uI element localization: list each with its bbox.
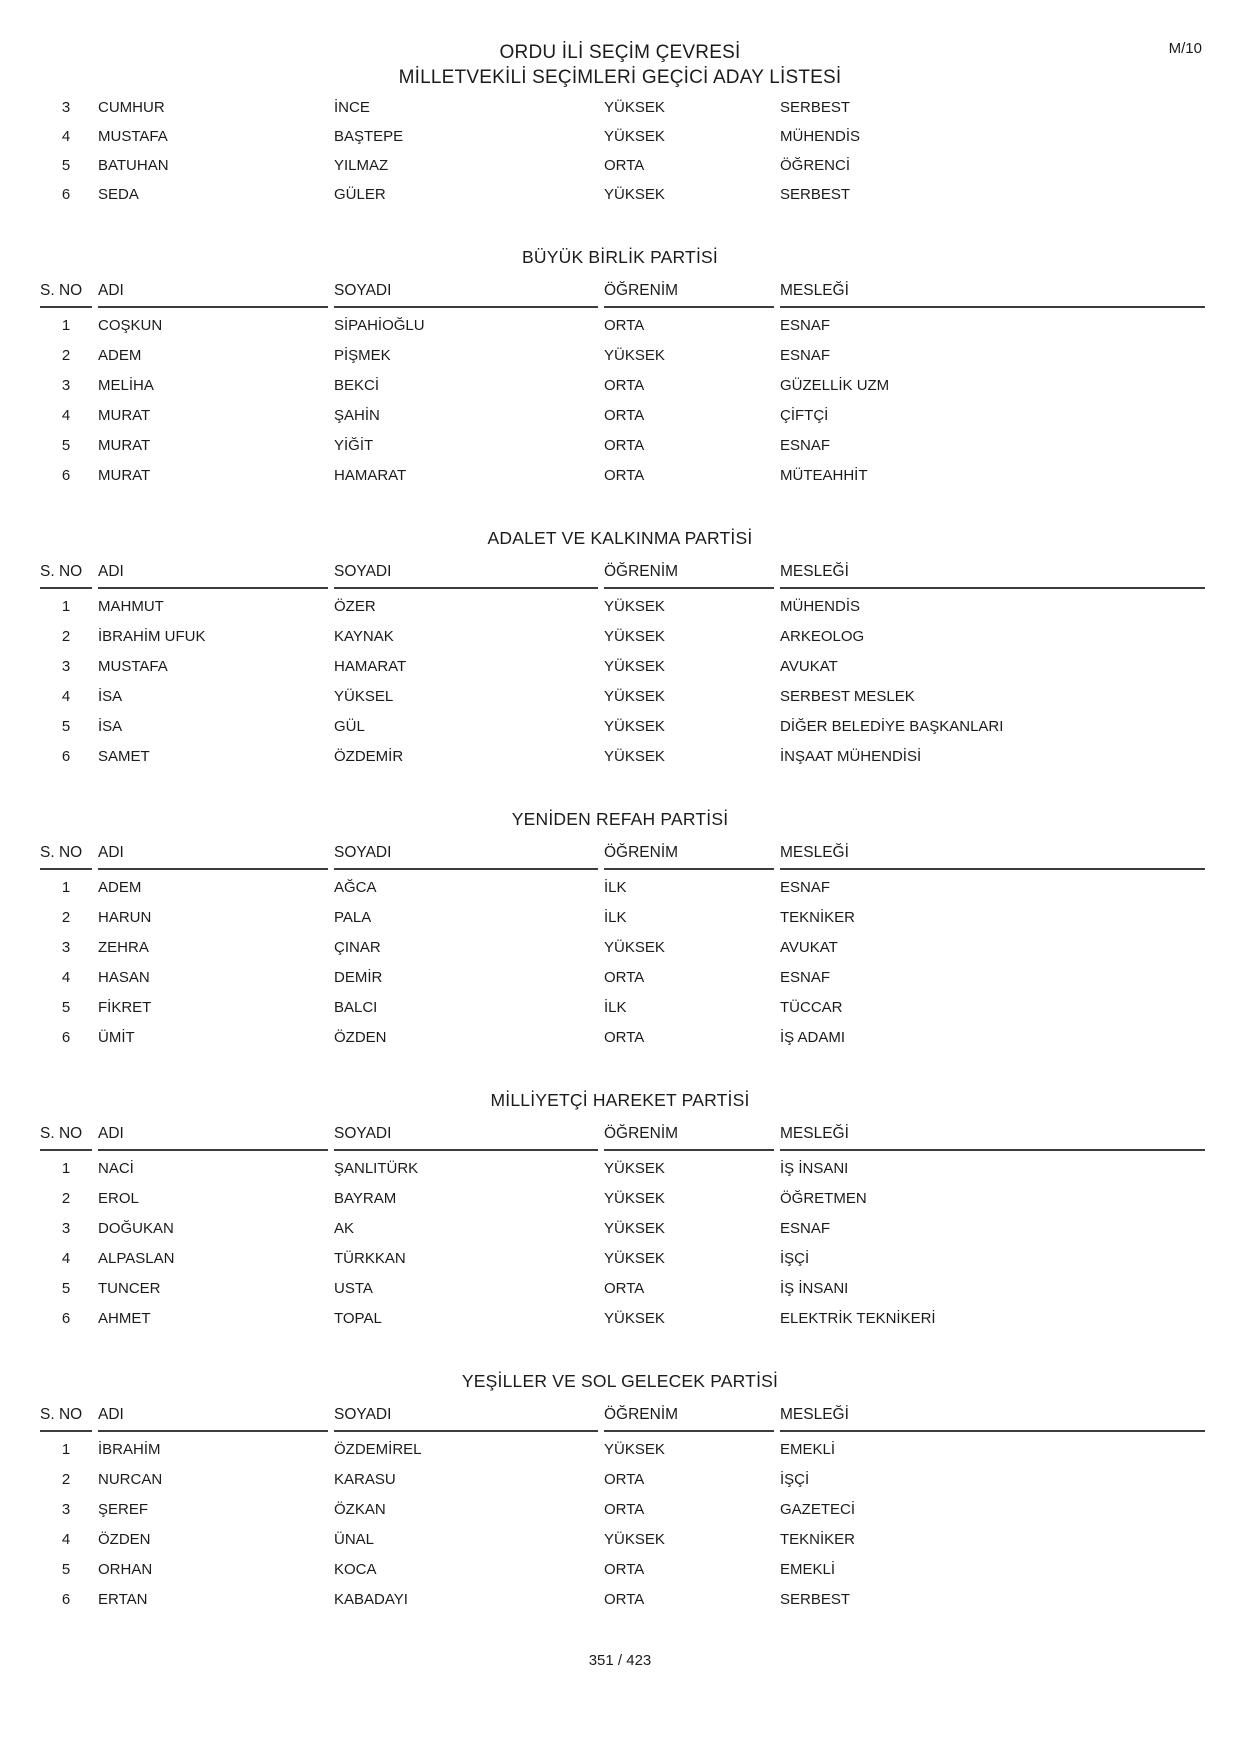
column-header-adi: ADI	[98, 282, 328, 308]
cell-adi: SEDA	[98, 186, 139, 203]
cell-meslegi: GÜZELLİK UZM	[780, 376, 890, 394]
cell-adi: MAHMUT	[98, 597, 164, 615]
cell-no: 1	[61, 597, 71, 615]
column-header-sno: S. NO	[40, 844, 92, 870]
cell-adi: MURAT	[98, 406, 151, 424]
table-header-row	[0, 282, 1240, 308]
cell-meslegi: ESNAF	[780, 968, 831, 986]
cell-adi: MELİHA	[98, 376, 154, 394]
column-header-ogrenim: ÖĞRENİM	[604, 563, 774, 589]
column-header-sno: S. NO	[40, 563, 92, 589]
cell-adi: ALPASLAN	[98, 1249, 175, 1267]
cell-adi: İSA	[98, 717, 123, 735]
cell-adi: İBRAHİM	[98, 1440, 161, 1458]
cell-meslegi: İŞ İNSANI	[780, 1159, 849, 1177]
cell-meslegi: İNŞAAT MÜHENDİSİ	[780, 747, 922, 765]
cell-adi: ŞEREF	[98, 1500, 149, 1518]
cell-no: 1	[61, 1159, 71, 1177]
cell-no: 6	[61, 1590, 71, 1608]
candidate-rows	[0, 1153, 1240, 1333]
table-header-row	[0, 844, 1240, 870]
column-header-soyadi: SOYADI	[334, 844, 598, 870]
cell-ogrenim: YÜKSEK	[604, 687, 665, 705]
document-title	[0, 40, 1240, 90]
cell-adi: FİKRET	[98, 998, 152, 1016]
cell-ogrenim: ORTA	[604, 968, 645, 986]
table-header-row	[0, 1406, 1240, 1432]
candidate-row	[0, 1213, 1240, 1243]
cell-ogrenim: İLK	[604, 998, 627, 1016]
cell-soyadi: ÖZDEMİR	[334, 747, 404, 765]
cell-meslegi: TÜCCAR	[780, 998, 843, 1016]
column-header-sno: S. NO	[40, 282, 92, 308]
column-header-soyadi: SOYADI	[334, 563, 598, 589]
candidate-row	[0, 1273, 1240, 1303]
cell-soyadi: ŞAHİN	[334, 406, 380, 424]
cell-ogrenim: ORTA	[604, 1279, 645, 1297]
cell-adi: ZEHRA	[98, 938, 149, 956]
candidate-row	[0, 1464, 1240, 1494]
cell-soyadi: YÜKSEL	[334, 687, 394, 705]
candidate-rows	[0, 591, 1240, 771]
cell-meslegi: ELEKTRİK TEKNİKERİ	[780, 1309, 936, 1327]
cell-meslegi: AVUKAT	[780, 657, 838, 675]
cell-no: 6	[61, 747, 71, 765]
cell-soyadi: KAYNAK	[334, 627, 394, 645]
cell-adi: ÜMİT	[98, 1028, 135, 1046]
column-header-soyadi: SOYADI	[334, 282, 598, 308]
cell-meslegi: MÜHENDİS	[780, 597, 861, 615]
candidate-row	[0, 902, 1240, 932]
table-header-row	[0, 563, 1240, 589]
cell-meslegi: TEKNİKER	[780, 908, 856, 926]
party-section	[0, 1371, 1240, 1614]
cell-soyadi: GÜLER	[334, 186, 386, 203]
cell-ogrenim: ORTA	[604, 1028, 645, 1046]
cell-ogrenim: ORTA	[604, 1470, 645, 1488]
candidate-row	[0, 711, 1240, 741]
cell-no: 4	[61, 406, 71, 424]
candidate-row	[0, 151, 1240, 180]
cell-soyadi: BAŞTEPE	[334, 128, 404, 145]
cell-ogrenim: ORTA	[604, 316, 645, 334]
candidate-row	[0, 741, 1240, 771]
cell-no: 5	[61, 717, 71, 735]
cell-ogrenim: ORTA	[604, 157, 645, 174]
cell-meslegi: ESNAF	[780, 878, 831, 896]
cell-ogrenim: YÜKSEK	[604, 346, 665, 364]
cell-adi: BATUHAN	[98, 157, 169, 174]
cell-adi: EROL	[98, 1189, 139, 1207]
cell-ogrenim: ORTA	[604, 466, 645, 484]
cell-soyadi: ŞANLITÜRK	[334, 1159, 419, 1177]
candidate-row	[0, 1303, 1240, 1333]
cell-meslegi: İŞÇİ	[780, 1249, 810, 1267]
cell-meslegi: SERBEST	[780, 1590, 851, 1608]
cell-adi: İSA	[98, 687, 123, 705]
cell-soyadi: HAMARAT	[334, 657, 407, 675]
column-header-sno: S. NO	[40, 1125, 92, 1151]
candidate-row	[0, 1494, 1240, 1524]
cell-soyadi: BEKCİ	[334, 376, 380, 394]
cell-ogrenim: ORTA	[604, 436, 645, 454]
cell-soyadi: DEMİR	[334, 968, 383, 986]
candidate-rows	[0, 872, 1240, 1052]
cell-adi: ADEM	[98, 346, 142, 364]
column-header-meslegi: MESLEĞİ	[780, 1406, 1205, 1432]
cell-no: 6	[61, 1028, 71, 1046]
cell-meslegi: SERBEST MESLEK	[780, 687, 915, 705]
column-header-ogrenim: ÖĞRENİM	[604, 1125, 774, 1151]
party-sections	[0, 247, 1240, 1614]
candidate-row	[0, 1524, 1240, 1554]
candidate-row	[0, 1022, 1240, 1052]
candidate-row	[0, 651, 1240, 681]
cell-ogrenim: YÜKSEK	[604, 597, 665, 615]
cell-adi: TUNCER	[98, 1279, 161, 1297]
cell-soyadi: İNCE	[334, 99, 370, 116]
cell-meslegi: MÜTEAHHİT	[780, 466, 868, 484]
cell-meslegi: DİĞER BELEDİYE BAŞKANLARI	[780, 717, 1004, 735]
candidate-row	[0, 932, 1240, 962]
cell-meslegi: İŞÇİ	[780, 1470, 810, 1488]
column-header-adi: ADI	[98, 844, 328, 870]
cell-no: 6	[61, 466, 71, 484]
candidate-row	[0, 1153, 1240, 1183]
cell-soyadi: AĞCA	[334, 878, 377, 896]
cell-soyadi: PALA	[334, 908, 372, 926]
cell-soyadi: HAMARAT	[334, 466, 407, 484]
cell-adi: MUSTAFA	[98, 128, 168, 145]
party-title: MİLLİYETÇİ HAREKET PARTİSİ	[490, 1090, 750, 1110]
cell-meslegi: ÖĞRETMEN	[780, 1189, 867, 1207]
document-title-line2: MİLLETVEKİLİ SEÇİMLERİ GEÇİCİ ADAY LİSTESİ	[398, 67, 842, 88]
candidate-row	[0, 872, 1240, 902]
candidate-row	[0, 310, 1240, 340]
party-section	[0, 809, 1240, 1052]
cell-ogrenim: YÜKSEK	[604, 657, 665, 675]
column-header-adi: ADI	[98, 1406, 328, 1432]
cell-soyadi: KABADAYI	[334, 1590, 408, 1608]
page-marker: M/10	[1168, 40, 1202, 57]
party-title: ADALET VE KALKINMA PARTİSİ	[487, 528, 753, 548]
cell-soyadi: BALCI	[334, 998, 378, 1016]
candidate-row	[0, 962, 1240, 992]
cell-adi: NACİ	[98, 1159, 134, 1177]
candidate-row	[0, 340, 1240, 370]
cell-meslegi: EMEKLİ	[780, 1560, 836, 1578]
column-header-soyadi: SOYADI	[334, 1406, 598, 1432]
cell-ogrenim: YÜKSEK	[604, 1309, 665, 1327]
cell-meslegi: ESNAF	[780, 346, 831, 364]
cell-no: 4	[61, 1249, 71, 1267]
cell-ogrenim: YÜKSEK	[604, 1159, 665, 1177]
column-header-sno: S. NO	[40, 1406, 92, 1432]
cell-no: 5	[61, 157, 71, 174]
party-title: BÜYÜK BİRLİK PARTİSİ	[522, 247, 718, 267]
cell-ogrenim: ORTA	[604, 1500, 645, 1518]
cell-adi: HASAN	[98, 968, 150, 986]
cell-ogrenim: ORTA	[604, 1590, 645, 1608]
cell-ogrenim: ORTA	[604, 406, 645, 424]
party-section	[0, 1090, 1240, 1333]
cell-no: 4	[61, 1530, 71, 1548]
cell-meslegi: ÖĞRENCİ	[780, 157, 851, 174]
cell-adi: İBRAHİM UFUK	[98, 627, 206, 645]
cell-ogrenim: YÜKSEK	[604, 128, 665, 145]
cell-soyadi: KARASU	[334, 1470, 396, 1488]
cell-no: 2	[61, 346, 71, 364]
cell-soyadi: BAYRAM	[334, 1189, 397, 1207]
cell-no: 3	[61, 938, 71, 956]
column-header-ogrenim: ÖĞRENİM	[604, 844, 774, 870]
cell-meslegi: AVUKAT	[780, 938, 838, 956]
cell-soyadi: AK	[334, 1219, 355, 1237]
cell-no: 2	[61, 1189, 71, 1207]
cell-adi: ÖZDEN	[98, 1530, 151, 1548]
cell-no: 3	[61, 1500, 71, 1518]
cell-no: 5	[61, 1279, 71, 1297]
candidate-row	[0, 460, 1240, 490]
cell-adi: MUSTAFA	[98, 657, 168, 675]
cell-adi: HARUN	[98, 908, 152, 926]
cell-soyadi: YILMAZ	[334, 157, 389, 174]
cell-ogrenim: YÜKSEK	[604, 1189, 665, 1207]
candidate-row	[0, 93, 1240, 122]
cell-no: 4	[61, 128, 71, 145]
cell-no: 5	[61, 998, 71, 1016]
cell-adi: AHMET	[98, 1309, 151, 1327]
cell-soyadi: ÖZDEMİREL	[334, 1440, 422, 1458]
candidate-row	[0, 621, 1240, 651]
candidate-row	[0, 1584, 1240, 1614]
candidate-row	[0, 1243, 1240, 1273]
table-header-row	[0, 1125, 1240, 1151]
cell-no: 3	[61, 99, 71, 116]
cell-ogrenim: YÜKSEK	[604, 1249, 665, 1267]
cell-ogrenim: YÜKSEK	[604, 938, 665, 956]
cell-no: 3	[61, 1219, 71, 1237]
candidate-row	[0, 180, 1240, 209]
party-title: YEŞİLLER VE SOL GELECEK PARTİSİ	[461, 1371, 779, 1391]
cell-no: 1	[61, 316, 71, 334]
cell-no: 6	[61, 186, 71, 203]
cell-soyadi: SİPAHİOĞLU	[334, 316, 425, 334]
cell-soyadi: TÜRKKAN	[334, 1249, 406, 1267]
cell-meslegi: ÇİFTÇİ	[780, 406, 829, 424]
cell-ogrenim: YÜKSEK	[604, 1530, 665, 1548]
cell-meslegi: ESNAF	[780, 436, 831, 454]
cell-soyadi: PİŞMEK	[334, 346, 391, 364]
candidate-rows	[0, 1434, 1240, 1614]
cell-no: 2	[61, 627, 71, 645]
cell-no: 4	[61, 687, 71, 705]
cell-adi: COŞKUN	[98, 316, 163, 334]
column-header-soyadi: SOYADI	[334, 1125, 598, 1151]
cell-adi: DOĞUKAN	[98, 1219, 174, 1237]
cell-adi: SAMET	[98, 747, 150, 765]
cell-meslegi: İŞ ADAMI	[780, 1028, 846, 1046]
cell-meslegi: EMEKLİ	[780, 1440, 836, 1458]
party-title: YENİDEN REFAH PARTİSİ	[511, 809, 729, 829]
cell-soyadi: GÜL	[334, 717, 365, 735]
cell-meslegi: İŞ İNSANI	[780, 1279, 849, 1297]
cell-soyadi: ÇINAR	[334, 938, 381, 956]
cell-meslegi: SERBEST	[780, 99, 851, 116]
column-header-adi: ADI	[98, 1125, 328, 1151]
cell-soyadi: ÜNAL	[334, 1530, 375, 1548]
cell-adi: CUMHUR	[98, 99, 165, 116]
continuation-candidate-rows	[0, 93, 1240, 209]
cell-ogrenim: İLK	[604, 908, 627, 926]
cell-no: 4	[61, 968, 71, 986]
column-header-meslegi: MESLEĞİ	[780, 1125, 1205, 1151]
candidate-row	[0, 400, 1240, 430]
column-header-meslegi: MESLEĞİ	[780, 844, 1205, 870]
cell-soyadi: ÖZER	[334, 597, 376, 615]
document-title-line1: ORDU İLİ SEÇİM ÇEVRESİ	[499, 42, 741, 63]
cell-ogrenim: YÜKSEK	[604, 747, 665, 765]
column-header-meslegi: MESLEĞİ	[780, 282, 1205, 308]
cell-no: 3	[61, 657, 71, 675]
candidate-rows	[0, 310, 1240, 490]
cell-adi: NURCAN	[98, 1470, 163, 1488]
column-header-ogrenim: ÖĞRENİM	[604, 1406, 774, 1432]
cell-meslegi: ESNAF	[780, 1219, 831, 1237]
cell-no: 5	[61, 1560, 71, 1578]
cell-adi: MURAT	[98, 436, 151, 454]
cell-ogrenim: YÜKSEK	[604, 1440, 665, 1458]
cell-adi: ORHAN	[98, 1560, 153, 1578]
cell-ogrenim: ORTA	[604, 376, 645, 394]
cell-soyadi: ÖZKAN	[334, 1500, 386, 1518]
cell-no: 1	[61, 878, 71, 896]
column-header-adi: ADI	[98, 563, 328, 589]
candidate-row	[0, 122, 1240, 151]
cell-no: 2	[61, 908, 71, 926]
cell-adi: ERTAN	[98, 1590, 148, 1608]
cell-soyadi: KOCA	[334, 1560, 377, 1578]
candidate-row	[0, 681, 1240, 711]
cell-meslegi: SERBEST	[780, 186, 851, 203]
candidate-row	[0, 1434, 1240, 1464]
cell-no: 2	[61, 1470, 71, 1488]
cell-ogrenim: YÜKSEK	[604, 717, 665, 735]
candidate-row	[0, 430, 1240, 460]
candidate-row	[0, 992, 1240, 1022]
cell-soyadi: TOPAL	[334, 1309, 382, 1327]
cell-soyadi: ÖZDEN	[334, 1028, 387, 1046]
cell-adi: ADEM	[98, 878, 142, 896]
candidate-row	[0, 370, 1240, 400]
cell-meslegi: ARKEOLOG	[780, 627, 865, 645]
cell-ogrenim: YÜKSEK	[604, 99, 665, 116]
cell-meslegi: MÜHENDİS	[780, 128, 861, 145]
cell-adi: MURAT	[98, 466, 151, 484]
candidate-row	[0, 1183, 1240, 1213]
cell-meslegi: GAZETECİ	[780, 1500, 856, 1518]
cell-soyadi: YİĞİT	[334, 436, 374, 454]
cell-ogrenim: YÜKSEK	[604, 186, 665, 203]
cell-meslegi: TEKNİKER	[780, 1530, 856, 1548]
column-header-ogrenim: ÖĞRENİM	[604, 282, 774, 308]
cell-no: 3	[61, 376, 71, 394]
column-header-meslegi: MESLEĞİ	[780, 563, 1205, 589]
cell-no: 1	[61, 1440, 71, 1458]
cell-ogrenim: YÜKSEK	[604, 1219, 665, 1237]
candidate-row	[0, 1554, 1240, 1584]
cell-no: 5	[61, 436, 71, 454]
cell-ogrenim: YÜKSEK	[604, 627, 665, 645]
cell-no: 6	[61, 1309, 71, 1327]
party-section	[0, 247, 1240, 490]
cell-ogrenim: ORTA	[604, 1560, 645, 1578]
cell-meslegi: ESNAF	[780, 316, 831, 334]
cell-soyadi: USTA	[334, 1279, 373, 1297]
page-number: 351 / 423	[588, 1652, 652, 1669]
candidate-row	[0, 591, 1240, 621]
cell-ogrenim: İLK	[604, 878, 627, 896]
party-section	[0, 528, 1240, 771]
